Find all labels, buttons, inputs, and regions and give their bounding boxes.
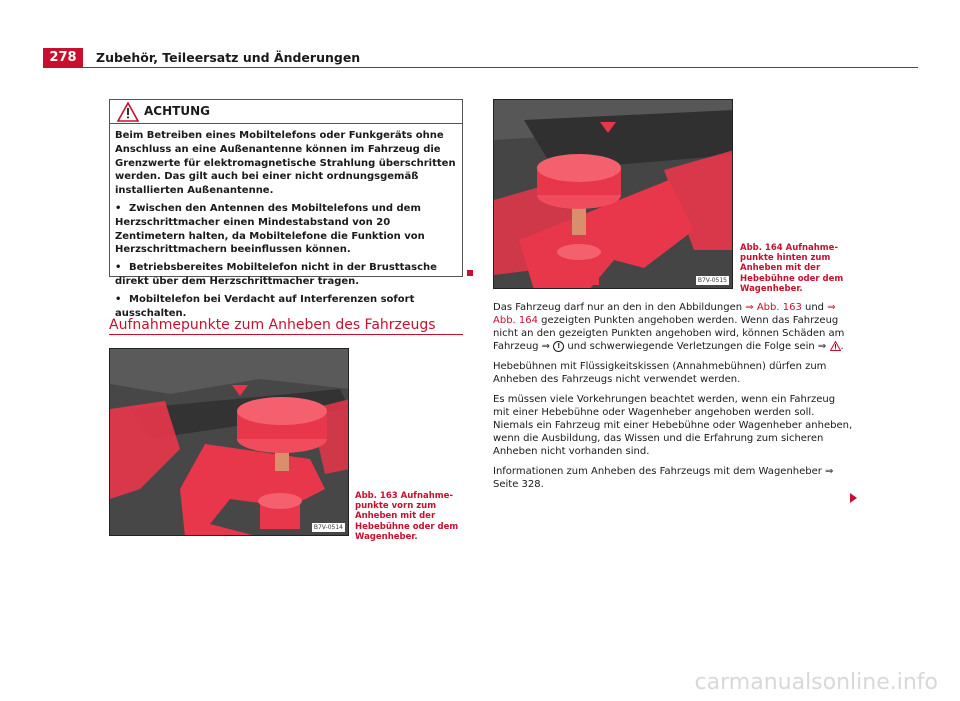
warning-triangle-icon [117, 102, 139, 122]
body-paragraph: Informationen zum Anheben des Fahrzeugs mit dem Wagenheber ⇒ Seite 328. [493, 466, 834, 490]
watermark: carmanualsonline.info [694, 670, 938, 695]
next-page-arrow-icon [850, 493, 857, 503]
warning-header [110, 100, 462, 124]
figure-code: B7V-0515 [697, 277, 727, 284]
lifting-point-front-illustration [110, 349, 349, 536]
figure-164-link[interactable]: ⇒ Abb. 164 [493, 302, 836, 326]
warning-triangle-icon[interactable] [830, 341, 841, 351]
section-title: Aufnahmepunkte zum Anheben des Fahrzeugs [109, 317, 436, 333]
warning-bullet: • Zwischen den Antennen des Mobiltelefons und dem Herzschrittmacher einen Mindestabstand von 20 Zentimetern halten, da Mobiltelefone die Funktion von Herzschrittmachern beeinflussen können. [115, 202, 425, 256]
body-paragraph: Es müssen viele Vorkehrungen beachtet werden, wenn ein Fahrzeug mit einer Hebebühne oder Wagenheber angehoben werden soll. Niemals ein Fahrzeug mit einer Hebebühne oder Wagenheber anheben, wenn die Ausbildung, das Wissen und die Erfahrung zum sicheren Anheben nicht vorhanden sind. [493, 394, 853, 457]
figure-163-caption: Abb. 163 Aufnahmepunkte vorn zum Anheben mit der Hebebühne oder dem Wagenheber. [355, 491, 459, 542]
section-divider [109, 334, 463, 335]
warning-title: ACHTUNG [144, 104, 210, 118]
figure-code: B7V-0514 [313, 524, 343, 531]
body-text [493, 301, 853, 498]
warning-paragraph: Beim Betreiben eines Mobiltelefons oder Funkgeräts ohne Anschluss an eine Außenantenne können im Fahrzeug die Grenzwerte für elektromagnetische Strahlung überschritten werden. Das gilt auch bei einer nicht ordnungsgemäß installierten Außenantenne. [115, 130, 456, 197]
figure-163-image [109, 348, 349, 536]
figure-163-link[interactable]: ⇒ Abb. 163 [745, 302, 802, 313]
warning-box [109, 99, 463, 319]
header-divider [43, 67, 918, 68]
figure-164-image [493, 99, 733, 289]
body-paragraph: Das Fahrzeug darf nur an den in den Abbildungen ⇒ Abb. 163 und ⇒ Abb. 164 gezeigten Punkten angehoben werden. Wenn das Fahrzeug nicht an den gezeigten Punkten angehoben wird, können Schäden am Fahrzeug ⇒ ! und schwerwiegende Verletzungen die Folge sein ⇒ . [493, 302, 845, 352]
page-number: 278 [43, 48, 83, 68]
notice-circle-icon[interactable]: ! [553, 341, 564, 352]
lifting-point-rear-illustration [494, 100, 733, 289]
section-end-marker [467, 270, 473, 276]
warning-bullet: • Mobiltelefon bei Verdacht auf Interferenzen sofort ausschalten. [115, 293, 415, 319]
figure-164-caption: Abb. 164 Aufnahmepunkte hinten zum Anheben mit der Hebebühne oder dem Wagenheber. [740, 243, 844, 294]
body-paragraph: Hebebühnen mit Flüssigkeitskissen (Annahmebühnen) dürfen zum Anheben des Fahrzeugs nicht verwendet werden. [493, 361, 827, 385]
warning-bullet: • Betriebsbereites Mobiltelefon nicht in der Brusttasche direkt über dem Herzschrittmacher tragen. [115, 262, 437, 287]
warning-body [115, 129, 459, 324]
page-header-title: Zubehör, Teileersatz und Änderungen [96, 50, 361, 65]
